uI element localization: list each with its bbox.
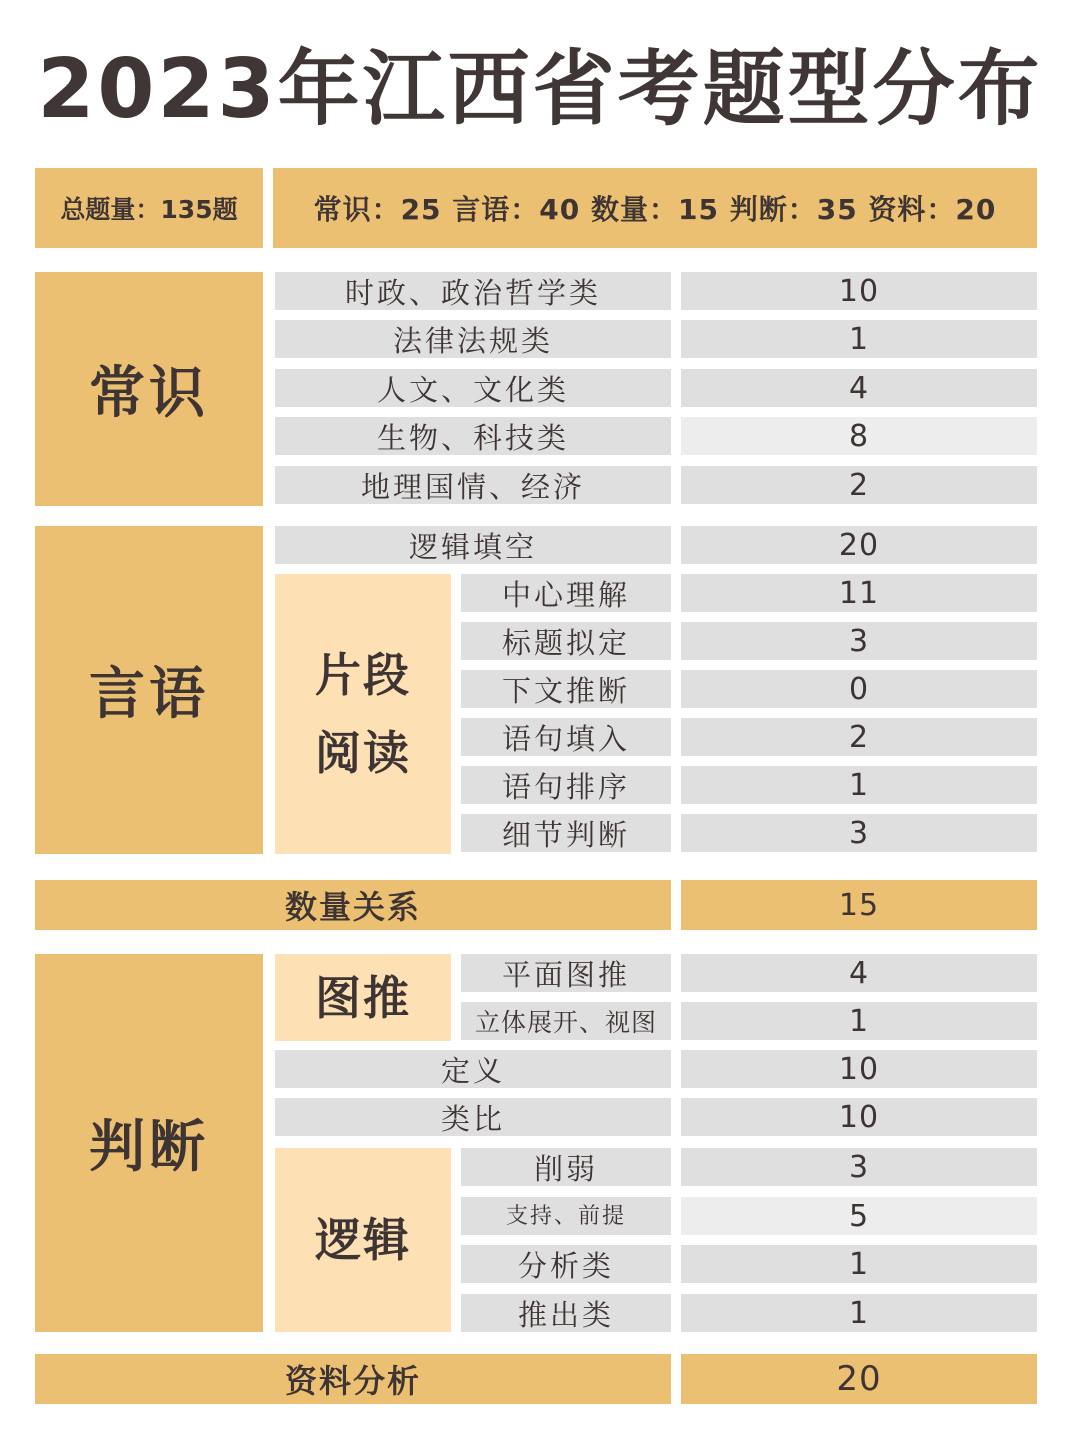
subcategory-label-line2: 阅读 <box>315 726 411 780</box>
row-value: 10 <box>681 1098 1037 1136</box>
row-label: 逻辑填空 <box>275 526 671 564</box>
row-label: 立体展开、视图 <box>461 1002 671 1040</box>
subcategory-pianduan <box>275 574 451 854</box>
row-value: 0 <box>681 670 1037 708</box>
row-label: 推出类 <box>461 1294 671 1332</box>
row-value: 3 <box>681 622 1037 660</box>
row-label: 时政、政治哲学类 <box>275 272 671 310</box>
row-label: 平面图推 <box>461 954 671 992</box>
row-label: 语句排序 <box>461 766 671 804</box>
subcategory-tutui: 图推 <box>275 954 451 1041</box>
row-value: 11 <box>681 574 1037 612</box>
row-value: 20 <box>681 526 1037 564</box>
row-label: 地理国情、经济 <box>275 466 671 504</box>
row-label: 语句填入 <box>461 718 671 756</box>
row-value: 1 <box>681 1002 1037 1040</box>
row-label: 分析类 <box>461 1245 671 1283</box>
row-value: 1 <box>681 1294 1037 1332</box>
row-value: 10 <box>681 1050 1037 1088</box>
subcategory-label-line1: 片段 <box>315 648 411 702</box>
row-label: 中心理解 <box>461 574 671 612</box>
row-label: 下文推断 <box>461 670 671 708</box>
row-label: 法律法规类 <box>275 320 671 358</box>
total-count: 总题量：135题 <box>35 168 263 248</box>
category-panduan: 判断 <box>35 954 263 1332</box>
row-value: 15 <box>681 880 1037 930</box>
row-value: 1 <box>681 766 1037 804</box>
row-value: 2 <box>681 466 1037 504</box>
row-value: 4 <box>681 954 1037 992</box>
row-label: 标题拟定 <box>461 622 671 660</box>
category-changshi: 常识 <box>35 272 263 506</box>
row-value: 8 <box>681 417 1037 455</box>
row-label: 人文、文化类 <box>275 369 671 407</box>
subcategory-luoji: 逻辑 <box>275 1148 451 1332</box>
category-ziliao: 资料分析 <box>35 1354 671 1404</box>
category-breakdown: 常识：25 言语：40 数量：15 判断：35 资料：20 <box>273 168 1037 248</box>
category-yanyu: 言语 <box>35 526 263 854</box>
row-label: 支持、前提 <box>461 1197 671 1235</box>
row-value: 2 <box>681 718 1037 756</box>
row-value: 4 <box>681 369 1037 407</box>
row-value: 1 <box>681 1245 1037 1283</box>
row-value: 3 <box>681 814 1037 852</box>
row-value: 20 <box>681 1354 1037 1404</box>
row-value: 5 <box>681 1197 1037 1235</box>
row-label: 定义 <box>275 1050 671 1088</box>
row-value: 3 <box>681 1148 1037 1186</box>
row-label: 削弱 <box>461 1148 671 1186</box>
row-label: 类比 <box>275 1098 671 1136</box>
row-value: 10 <box>681 272 1037 310</box>
row-value: 1 <box>681 320 1037 358</box>
page-title: 2023年江西省考题型分布 <box>37 42 1043 137</box>
row-label: 细节判断 <box>461 814 671 852</box>
row-label: 生物、科技类 <box>275 417 671 455</box>
category-shuliang: 数量关系 <box>35 880 671 930</box>
